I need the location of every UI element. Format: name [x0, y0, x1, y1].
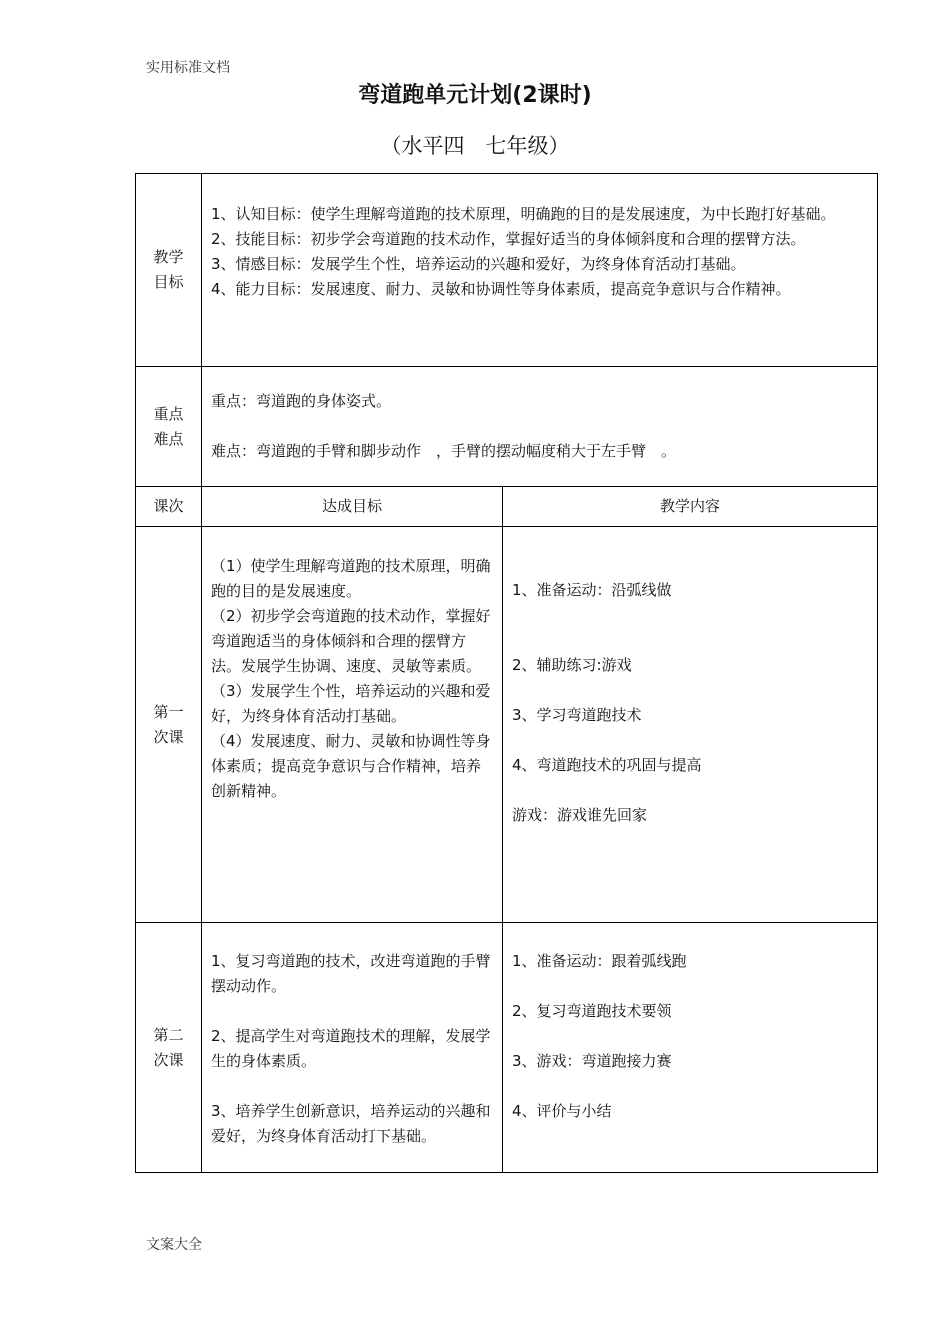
content-item: 4、评价与小结 — [512, 1102, 612, 1120]
goal-item: 2、提高学生对弯道跑技术的理解，发展学生的身体素质。 — [211, 1027, 491, 1070]
lesson1-goals — [202, 527, 503, 923]
lesson2-goals — [202, 923, 503, 1173]
goal-item: 1、复习弯道跑的技术，改进弯道跑的手臂摆动动作。 — [211, 952, 491, 995]
content-item: 1、准备运动：沿弧线做 — [512, 581, 672, 599]
column-header-lesson: 课次 — [136, 487, 202, 527]
content-item: 4、弯道跑技术的巩固与提高 — [512, 756, 702, 774]
key-points-label: 重点 难点 — [136, 367, 202, 487]
key-points-cell — [202, 367, 878, 487]
lesson1-label: 第一 次课 — [136, 527, 202, 923]
goal-item: （3）发展学生个性，培养运动的兴趣和爱好，为终身体育活动打基础。 — [211, 682, 491, 725]
column-header-row — [136, 487, 878, 527]
objective-item: 1、认知目标：使学生理解弯道跑的技术原理，明确跑的目的是发展速度，为中长跑打好基础。 — [211, 205, 836, 223]
goal-item: （4）发展速度、耐力、灵敏和协调性等身体素质；提高竞争意识与合作精神，培养创新精神。 — [211, 732, 491, 800]
objective-item: 2、技能目标：初步学会弯道跑的技术动作，掌握好适当的身体倾斜度和合理的摆臂方法。 — [211, 230, 806, 248]
difficult-point: 难点：弯道跑的手臂和脚步动作 ，手臂的摆动幅度稍大于左手臂 。 — [211, 442, 677, 460]
objective-item: 3、情感目标：发展学生个性，培养运动的兴趣和爱好，为终身体育活动打基础。 — [211, 255, 746, 273]
content-item: 3、游戏：弯道跑接力赛 — [512, 1052, 672, 1070]
goal-item: （1）使学生理解弯道跑的技术原理，明确跑的目的是发展速度。 — [211, 557, 491, 600]
column-header-goal: 达成目标 — [202, 487, 503, 527]
content-item: 游戏：游戏谁先回家 — [512, 806, 648, 824]
content-item: 1、准备运动：跟着弧线跑 — [512, 952, 687, 970]
lesson2-row — [136, 923, 878, 1173]
page-footer: 文案大全 — [146, 1237, 202, 1253]
column-header-content: 教学内容 — [503, 487, 878, 527]
unit-plan-table — [135, 173, 878, 1173]
lesson2-label: 第二 次课 — [136, 923, 202, 1173]
key-points-row — [136, 367, 878, 487]
page-subtitle: （水平四 七年级） — [380, 134, 570, 158]
goal-item: 3、培养学生创新意识，培养运动的兴趣和爱好，为终身体育活动打下基础。 — [211, 1102, 491, 1145]
objectives-cell — [202, 174, 878, 367]
key-point: 重点：弯道跑的身体姿式。 — [211, 392, 392, 410]
lesson1-contents — [503, 527, 878, 923]
page-title: 弯道跑单元计划(2课时) — [358, 83, 592, 108]
lesson1-row — [136, 527, 878, 923]
lesson2-contents — [503, 923, 878, 1173]
objective-item: 4、能力目标：发展速度、耐力、灵敏和协调性等身体素质，提高竞争意识与合作精神。 — [211, 280, 791, 298]
content-item: 3、学习弯道跑技术 — [512, 706, 642, 724]
objectives-row — [136, 174, 878, 367]
content-item: 2、辅助练习:游戏 — [512, 656, 632, 674]
page-header: 实用标准文档 — [146, 60, 230, 76]
objectives-label: 教学 目标 — [136, 174, 202, 367]
goal-item: （2）初步学会弯道跑的技术动作，掌握好弯道跑适当的身体倾斜和合理的摆臂方法。发展学生协调、速度、灵敏等素质。 — [211, 607, 491, 675]
content-item: 2、复习弯道跑技术要领 — [512, 1002, 672, 1020]
